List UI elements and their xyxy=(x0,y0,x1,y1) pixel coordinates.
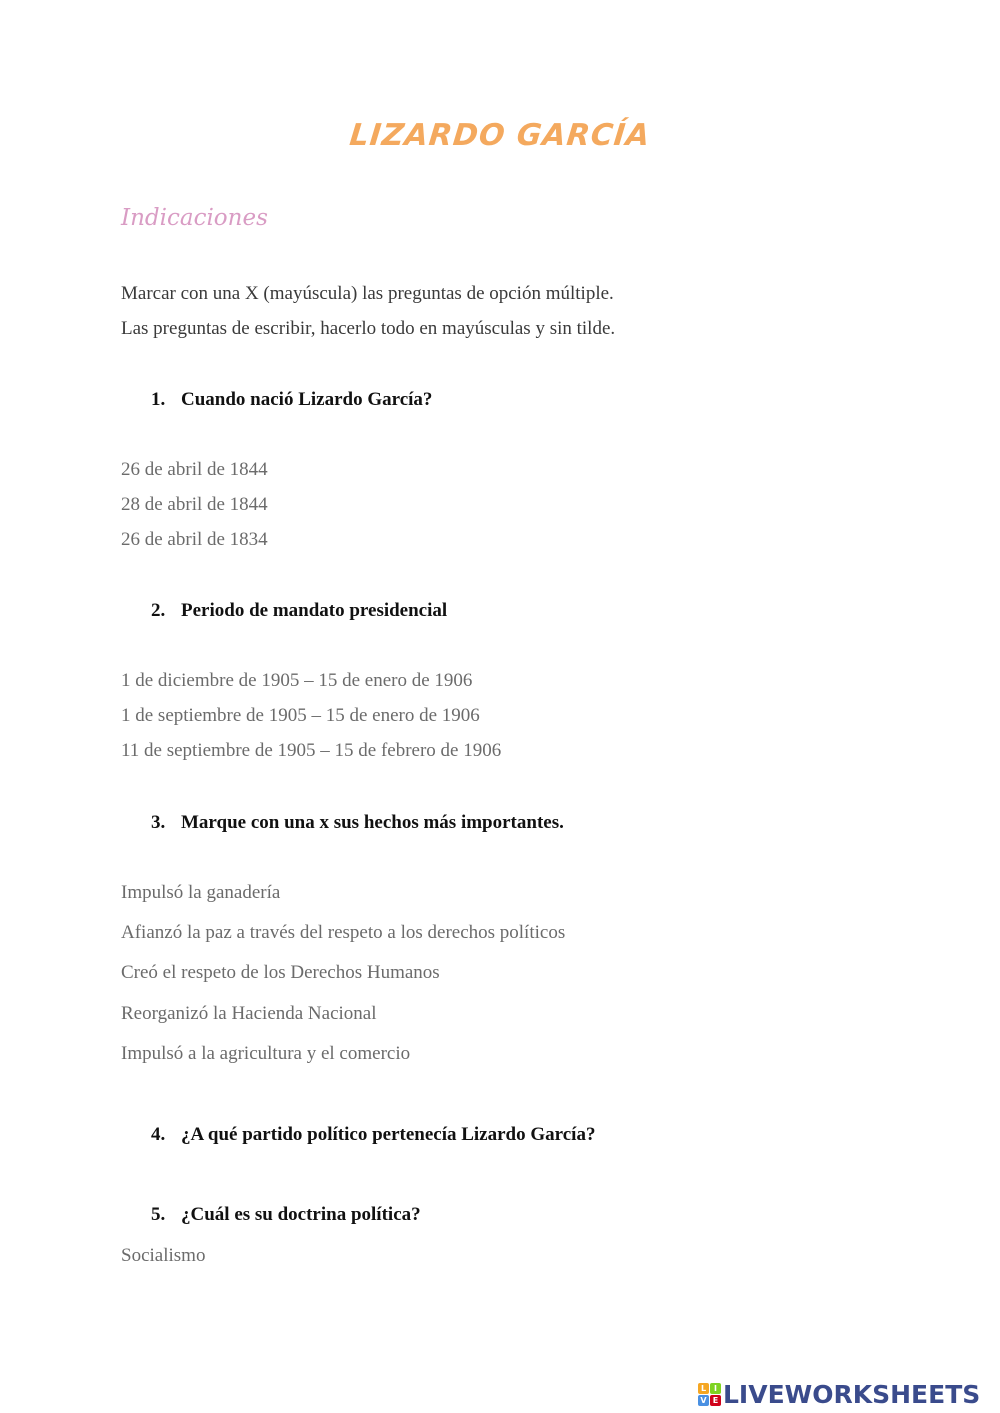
question-number: 3. xyxy=(151,812,166,833)
instruction-line: Las preguntas de escribir, hacerlo todo en mayúsculas y sin tilde. xyxy=(121,318,616,339)
instructions-heading: Indicaciones xyxy=(121,205,268,231)
answer-option[interactable]: Socialismo xyxy=(121,1245,206,1266)
question-number: 5. xyxy=(151,1204,166,1225)
answer-option[interactable]: 11 de septiembre de 1905 – 15 de febrero de 1906 xyxy=(121,740,502,761)
logo-mark-cell: E xyxy=(710,1395,721,1406)
logo-text: LIVEWORKSHEETS xyxy=(723,1379,981,1409)
answer-option[interactable]: 1 de diciembre de 1905 – 15 de enero de 1906 xyxy=(121,670,473,691)
answer-option[interactable]: 1 de septiembre de 1905 – 15 de enero de 1906 xyxy=(121,705,480,726)
answer-option[interactable]: Impulsó la ganadería xyxy=(121,882,281,903)
logo-mark-icon xyxy=(698,1383,721,1406)
question-2 xyxy=(151,600,447,622)
question-text: Marque con una x sus hechos más importantes. xyxy=(181,812,564,833)
question-text: Cuando nació Lizardo García? xyxy=(181,389,433,410)
question-3 xyxy=(151,812,564,834)
question-text: Periodo de mandato presidencial xyxy=(181,600,448,621)
answer-option[interactable]: Afianzó la paz a través del respeto a los derechos políticos xyxy=(121,922,566,943)
liveworksheets-logo xyxy=(698,1378,980,1410)
logo-mark-cell: V xyxy=(698,1395,709,1406)
question-text: ¿A qué partido político pertenecía Lizardo García? xyxy=(181,1124,596,1145)
answer-option[interactable]: Creó el respeto de los Derechos Humanos xyxy=(121,962,440,983)
answer-option[interactable]: 28 de abril de 1844 xyxy=(121,494,268,515)
question-4 xyxy=(151,1124,595,1146)
question-number: 1. xyxy=(151,389,166,410)
question-text: ¿Cuál es su doctrina política? xyxy=(181,1204,421,1225)
question-1 xyxy=(151,389,432,411)
answer-option[interactable]: 26 de abril de 1834 xyxy=(121,529,268,550)
answer-option[interactable]: Reorganizó la Hacienda Nacional xyxy=(121,1003,377,1024)
answer-option[interactable]: Impulsó a la agricultura y el comercio xyxy=(121,1043,411,1064)
question-5 xyxy=(151,1204,421,1226)
answer-option[interactable]: 26 de abril de 1844 xyxy=(121,459,268,480)
question-number: 2. xyxy=(151,600,166,621)
worksheet-title: LIZARDO GARCÍA xyxy=(347,118,653,153)
question-number: 4. xyxy=(151,1124,166,1145)
logo-mark-cell: I xyxy=(710,1383,721,1394)
logo-mark-cell: L xyxy=(698,1383,709,1394)
instruction-line: Marcar con una X (mayúscula) las preguntas de opción múltiple. xyxy=(121,283,614,304)
